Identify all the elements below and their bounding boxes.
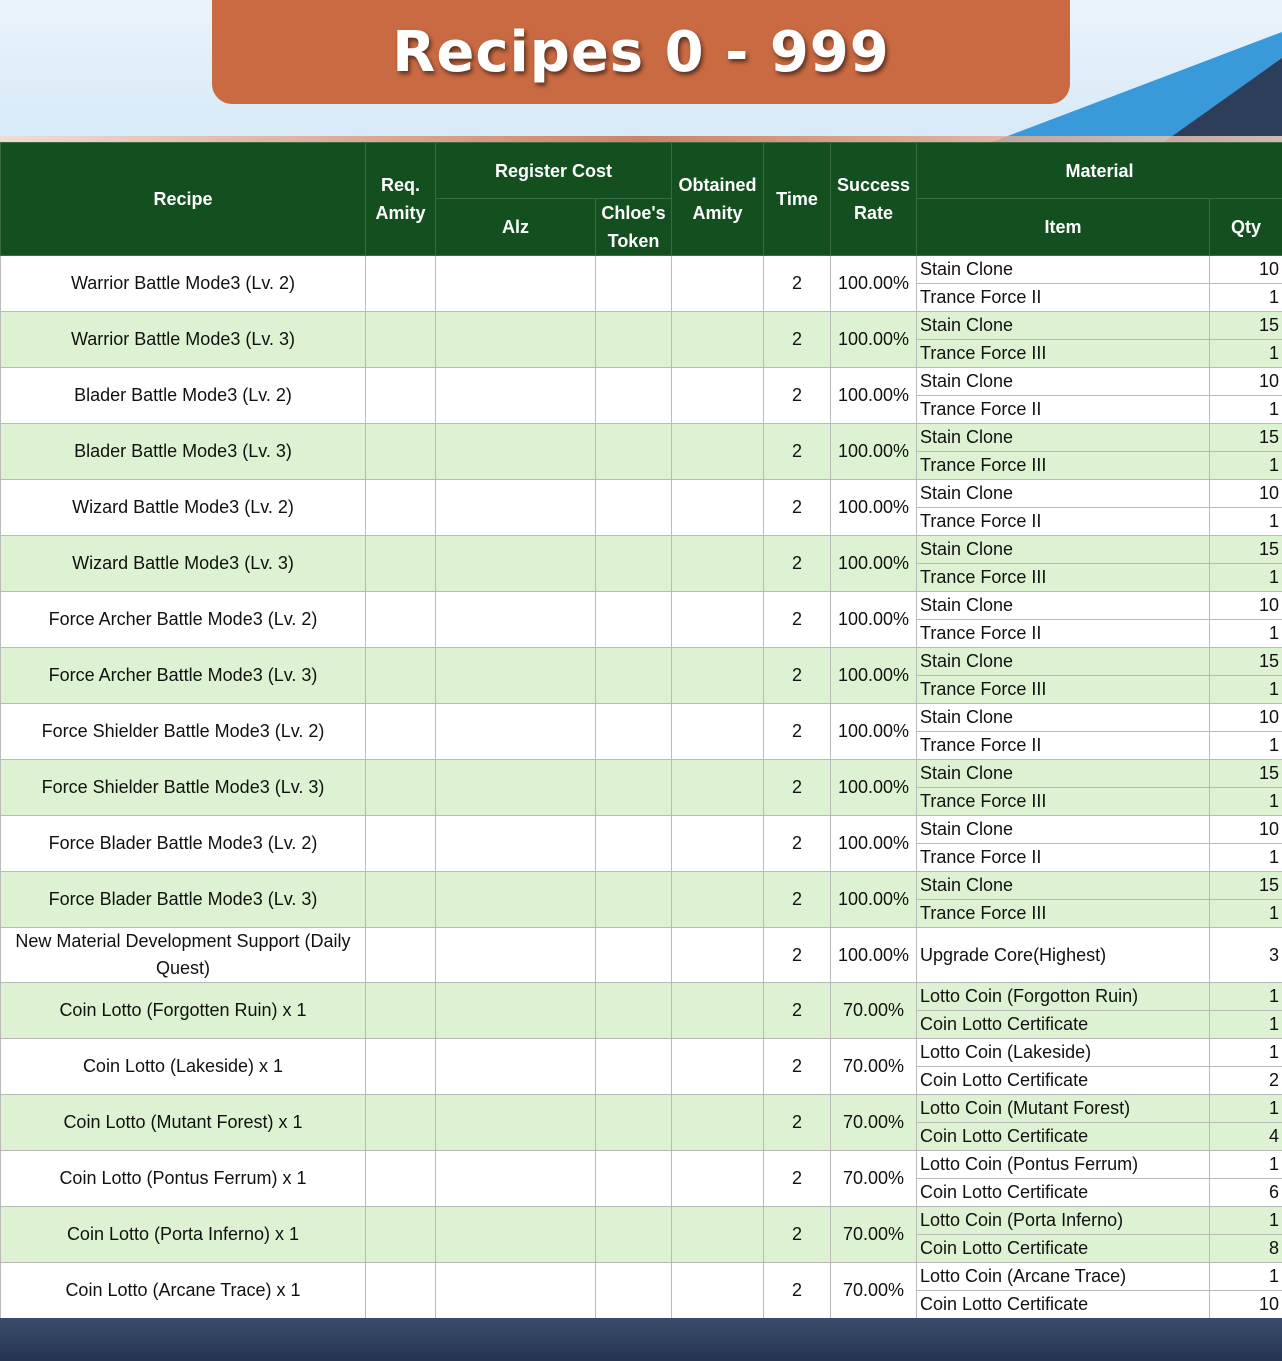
material-qty-cell: 15 <box>1210 312 1282 340</box>
alz-cell <box>436 928 596 983</box>
obtained-amity-cell <box>672 1207 764 1263</box>
page-header-banner <box>0 0 1282 142</box>
material-item-cell: Stain Clone <box>917 592 1210 620</box>
material-qty-cell: 1 <box>1210 1207 1282 1235</box>
material-qty-cell: 1 <box>1210 844 1282 872</box>
material-qty-cell: 10 <box>1210 256 1282 284</box>
time-cell: 2 <box>764 368 831 424</box>
material-item-cell: Stain Clone <box>917 872 1210 900</box>
time-cell: 2 <box>764 1207 831 1263</box>
header-recipe: Recipe <box>1 143 366 256</box>
table-row <box>1 760 1282 788</box>
time-cell: 2 <box>764 648 831 704</box>
alz-cell <box>436 760 596 816</box>
material-qty-cell: 10 <box>1210 704 1282 732</box>
material-item-cell: Stain Clone <box>917 368 1210 396</box>
recipes-table <box>0 142 1282 1319</box>
material-qty-cell: 1 <box>1210 1095 1282 1123</box>
obtained-amity-cell <box>672 872 764 928</box>
chloes-token-cell <box>596 536 672 592</box>
success-rate-cell: 70.00% <box>831 983 917 1039</box>
table-row <box>1 368 1282 396</box>
material-qty-cell: 15 <box>1210 760 1282 788</box>
time-cell: 2 <box>764 928 831 983</box>
material-qty-cell: 1 <box>1210 1011 1282 1039</box>
material-item-cell: Trance Force III <box>917 452 1210 480</box>
obtained-amity-cell <box>672 760 764 816</box>
alz-cell <box>436 480 596 536</box>
success-rate-cell: 100.00% <box>831 256 917 312</box>
recipe-name-cell: Force Shielder Battle Mode3 (Lv. 2) <box>1 704 366 760</box>
time-cell: 2 <box>764 1039 831 1095</box>
material-item-cell: Trance Force II <box>917 284 1210 312</box>
material-item-cell: Coin Lotto Certificate <box>917 1235 1210 1263</box>
material-qty-cell: 2 <box>1210 1067 1282 1095</box>
table-row <box>1 1095 1282 1123</box>
alz-cell <box>436 648 596 704</box>
req-amity-cell <box>366 1095 436 1151</box>
recipe-name-cell: Blader Battle Mode3 (Lv. 2) <box>1 368 366 424</box>
material-qty-cell: 1 <box>1210 983 1282 1011</box>
material-qty-cell: 15 <box>1210 536 1282 564</box>
obtained-amity-cell <box>672 1095 764 1151</box>
chloes-token-cell <box>596 704 672 760</box>
material-qty-cell: 10 <box>1210 480 1282 508</box>
header-material: Material <box>917 143 1282 199</box>
material-item-cell: Stain Clone <box>917 256 1210 284</box>
success-rate-cell: 70.00% <box>831 1263 917 1319</box>
table-row <box>1 1151 1282 1179</box>
time-cell: 2 <box>764 872 831 928</box>
material-item-cell: Trance Force II <box>917 844 1210 872</box>
material-qty-cell: 1 <box>1210 284 1282 312</box>
material-qty-cell: 10 <box>1210 368 1282 396</box>
material-item-cell: Upgrade Core(Highest) <box>917 928 1210 983</box>
header-chloes-token: Chloe's Token <box>596 199 672 256</box>
obtained-amity-cell <box>672 424 764 480</box>
material-qty-cell: 6 <box>1210 1179 1282 1207</box>
material-item-cell: Stain Clone <box>917 312 1210 340</box>
material-item-cell: Lotto Coin (Arcane Trace) <box>917 1263 1210 1291</box>
recipe-name-cell: Coin Lotto (Porta Inferno) x 1 <box>1 1207 366 1263</box>
table-row <box>1 1263 1282 1291</box>
success-rate-cell: 70.00% <box>831 1095 917 1151</box>
req-amity-cell <box>366 480 436 536</box>
alz-cell <box>436 1039 596 1095</box>
recipe-name-cell: Warrior Battle Mode3 (Lv. 2) <box>1 256 366 312</box>
recipe-name-cell: Force Archer Battle Mode3 (Lv. 2) <box>1 592 366 648</box>
success-rate-cell: 100.00% <box>831 704 917 760</box>
alz-cell <box>436 983 596 1039</box>
alz-cell <box>436 704 596 760</box>
material-item-cell: Lotto Coin (Pontus Ferrum) <box>917 1151 1210 1179</box>
req-amity-cell <box>366 592 436 648</box>
recipe-name-cell: Force Blader Battle Mode3 (Lv. 3) <box>1 872 366 928</box>
recipe-name-cell: Wizard Battle Mode3 (Lv. 2) <box>1 480 366 536</box>
chloes-token-cell <box>596 424 672 480</box>
material-qty-cell: 10 <box>1210 816 1282 844</box>
material-item-cell: Stain Clone <box>917 536 1210 564</box>
recipe-name-cell: Coin Lotto (Forgotten Ruin) x 1 <box>1 983 366 1039</box>
material-item-cell: Trance Force II <box>917 396 1210 424</box>
material-qty-cell: 15 <box>1210 424 1282 452</box>
material-qty-cell: 1 <box>1210 620 1282 648</box>
material-qty-cell: 1 <box>1210 788 1282 816</box>
material-item-cell: Trance Force III <box>917 564 1210 592</box>
obtained-amity-cell <box>672 816 764 872</box>
chloes-token-cell <box>596 312 672 368</box>
material-qty-cell: 1 <box>1210 340 1282 368</box>
obtained-amity-cell <box>672 368 764 424</box>
time-cell: 2 <box>764 256 831 312</box>
material-qty-cell: 1 <box>1210 508 1282 536</box>
material-item-cell: Lotto Coin (Lakeside) <box>917 1039 1210 1067</box>
recipe-name-cell: Force Shielder Battle Mode3 (Lv. 3) <box>1 760 366 816</box>
recipe-name-cell: Warrior Battle Mode3 (Lv. 3) <box>1 312 366 368</box>
material-item-cell: Trance Force III <box>917 900 1210 928</box>
material-item-cell: Stain Clone <box>917 816 1210 844</box>
time-cell: 2 <box>764 480 831 536</box>
chloes-token-cell <box>596 760 672 816</box>
chloes-token-cell <box>596 592 672 648</box>
time-cell: 2 <box>764 536 831 592</box>
material-qty-cell: 1 <box>1210 1039 1282 1067</box>
material-qty-cell: 10 <box>1210 1291 1282 1319</box>
obtained-amity-cell <box>672 312 764 368</box>
req-amity-cell <box>366 312 436 368</box>
material-item-cell: Stain Clone <box>917 424 1210 452</box>
req-amity-cell <box>366 983 436 1039</box>
header-req-amity: Req. Amity <box>366 143 436 256</box>
material-qty-cell: 15 <box>1210 648 1282 676</box>
req-amity-cell <box>366 1151 436 1207</box>
success-rate-cell: 100.00% <box>831 872 917 928</box>
time-cell: 2 <box>764 704 831 760</box>
chloes-token-cell <box>596 256 672 312</box>
material-qty-cell: 1 <box>1210 732 1282 760</box>
time-cell: 2 <box>764 760 831 816</box>
time-cell: 2 <box>764 592 831 648</box>
req-amity-cell <box>366 704 436 760</box>
material-qty-cell: 4 <box>1210 1123 1282 1151</box>
recipes-table-body <box>1 256 1282 1319</box>
header-obtained-amity: Obtained Amity <box>672 143 764 256</box>
material-item-cell: Coin Lotto Certificate <box>917 1179 1210 1207</box>
obtained-amity-cell <box>672 983 764 1039</box>
chloes-token-cell <box>596 1207 672 1263</box>
recipe-name-cell: Coin Lotto (Lakeside) x 1 <box>1 1039 366 1095</box>
header-qty: Qty <box>1210 199 1282 256</box>
req-amity-cell <box>366 1039 436 1095</box>
chloes-token-cell <box>596 872 672 928</box>
chloes-token-cell <box>596 816 672 872</box>
req-amity-cell <box>366 1207 436 1263</box>
chloes-token-cell <box>596 1039 672 1095</box>
header-register-cost: Register Cost <box>436 143 672 199</box>
chloes-token-cell <box>596 480 672 536</box>
alz-cell <box>436 368 596 424</box>
chloes-token-cell <box>596 1151 672 1207</box>
navy-decor-triangle <box>1164 58 1282 142</box>
header-alz: Alz <box>436 199 596 256</box>
alz-cell <box>436 1151 596 1207</box>
success-rate-cell: 100.00% <box>831 480 917 536</box>
recipe-name-cell: Wizard Battle Mode3 (Lv. 3) <box>1 536 366 592</box>
header-item: Item <box>917 199 1210 256</box>
material-item-cell: Lotto Coin (Porta Inferno) <box>917 1207 1210 1235</box>
page-title: Recipes 0 - 999 <box>392 19 890 85</box>
material-item-cell: Coin Lotto Certificate <box>917 1067 1210 1095</box>
table-row <box>1 816 1282 844</box>
time-cell: 2 <box>764 1151 831 1207</box>
table-row <box>1 872 1282 900</box>
material-item-cell: Lotto Coin (Forgotton Ruin) <box>917 983 1210 1011</box>
obtained-amity-cell <box>672 536 764 592</box>
material-item-cell: Trance Force III <box>917 340 1210 368</box>
material-item-cell: Trance Force II <box>917 508 1210 536</box>
success-rate-cell: 100.00% <box>831 592 917 648</box>
chloes-token-cell <box>596 928 672 983</box>
req-amity-cell <box>366 872 436 928</box>
chloes-token-cell <box>596 648 672 704</box>
material-item-cell: Lotto Coin (Mutant Forest) <box>917 1095 1210 1123</box>
success-rate-cell: 70.00% <box>831 1207 917 1263</box>
obtained-amity-cell <box>672 592 764 648</box>
obtained-amity-cell <box>672 648 764 704</box>
material-item-cell: Coin Lotto Certificate <box>917 1123 1210 1151</box>
title-banner <box>212 0 1070 104</box>
recipe-name-cell: New Material Development Support (Daily Quest) <box>1 928 366 983</box>
material-item-cell: Trance Force III <box>917 676 1210 704</box>
chloes-token-cell <box>596 1263 672 1319</box>
time-cell: 2 <box>764 1263 831 1319</box>
alz-cell <box>436 1207 596 1263</box>
success-rate-cell: 100.00% <box>831 928 917 983</box>
material-qty-cell: 1 <box>1210 1151 1282 1179</box>
material-qty-cell: 1 <box>1210 676 1282 704</box>
material-item-cell: Stain Clone <box>917 760 1210 788</box>
alz-cell <box>436 592 596 648</box>
table-row <box>1 592 1282 620</box>
alz-cell <box>436 312 596 368</box>
material-item-cell: Coin Lotto Certificate <box>917 1291 1210 1319</box>
success-rate-cell: 100.00% <box>831 424 917 480</box>
material-item-cell: Stain Clone <box>917 480 1210 508</box>
material-item-cell: Stain Clone <box>917 648 1210 676</box>
obtained-amity-cell <box>672 480 764 536</box>
recipe-name-cell: Coin Lotto (Pontus Ferrum) x 1 <box>1 1151 366 1207</box>
time-cell: 2 <box>764 816 831 872</box>
obtained-amity-cell <box>672 1039 764 1095</box>
time-cell: 2 <box>764 983 831 1039</box>
recipe-name-cell: Blader Battle Mode3 (Lv. 3) <box>1 424 366 480</box>
table-row <box>1 480 1282 508</box>
req-amity-cell <box>366 648 436 704</box>
chloes-token-cell <box>596 1095 672 1151</box>
req-amity-cell <box>366 760 436 816</box>
req-amity-cell <box>366 928 436 983</box>
req-amity-cell <box>366 1263 436 1319</box>
req-amity-cell <box>366 368 436 424</box>
time-cell: 2 <box>764 1095 831 1151</box>
header-success-rate: Success Rate <box>831 143 917 256</box>
table-row <box>1 256 1282 284</box>
success-rate-cell: 70.00% <box>831 1039 917 1095</box>
obtained-amity-cell <box>672 704 764 760</box>
chloes-token-cell <box>596 368 672 424</box>
obtained-amity-cell <box>672 1151 764 1207</box>
material-qty-cell: 1 <box>1210 1263 1282 1291</box>
table-row <box>1 1039 1282 1067</box>
material-qty-cell: 15 <box>1210 872 1282 900</box>
success-rate-cell: 100.00% <box>831 648 917 704</box>
recipe-name-cell: Force Archer Battle Mode3 (Lv. 3) <box>1 648 366 704</box>
material-qty-cell: 1 <box>1210 396 1282 424</box>
obtained-amity-cell <box>672 256 764 312</box>
table-row <box>1 983 1282 1011</box>
material-item-cell: Stain Clone <box>917 704 1210 732</box>
table-row <box>1 536 1282 564</box>
req-amity-cell <box>366 256 436 312</box>
time-cell: 2 <box>764 312 831 368</box>
recipe-name-cell: Coin Lotto (Arcane Trace) x 1 <box>1 1263 366 1319</box>
material-item-cell: Trance Force II <box>917 732 1210 760</box>
alz-cell <box>436 1263 596 1319</box>
material-item-cell: Coin Lotto Certificate <box>917 1011 1210 1039</box>
time-cell: 2 <box>764 424 831 480</box>
material-qty-cell: 1 <box>1210 900 1282 928</box>
alz-cell <box>436 256 596 312</box>
table-row <box>1 1207 1282 1235</box>
alz-cell <box>436 1095 596 1151</box>
alz-cell <box>436 816 596 872</box>
material-qty-cell: 8 <box>1210 1235 1282 1263</box>
page-footer <box>0 1318 1282 1361</box>
success-rate-cell: 100.00% <box>831 536 917 592</box>
material-qty-cell: 10 <box>1210 592 1282 620</box>
success-rate-cell: 100.00% <box>831 312 917 368</box>
obtained-amity-cell <box>672 928 764 983</box>
material-item-cell: Trance Force III <box>917 788 1210 816</box>
obtained-amity-cell <box>672 1263 764 1319</box>
alz-cell <box>436 536 596 592</box>
table-row <box>1 424 1282 452</box>
recipe-name-cell: Force Blader Battle Mode3 (Lv. 2) <box>1 816 366 872</box>
recipe-name-cell: Coin Lotto (Mutant Forest) x 1 <box>1 1095 366 1151</box>
material-qty-cell: 3 <box>1210 928 1282 983</box>
alz-cell <box>436 872 596 928</box>
table-row <box>1 312 1282 340</box>
req-amity-cell <box>366 424 436 480</box>
table-row <box>1 648 1282 676</box>
success-rate-cell: 100.00% <box>831 816 917 872</box>
chloes-token-cell <box>596 983 672 1039</box>
req-amity-cell <box>366 536 436 592</box>
material-qty-cell: 1 <box>1210 452 1282 480</box>
req-amity-cell <box>366 816 436 872</box>
success-rate-cell: 70.00% <box>831 1151 917 1207</box>
header-time: Time <box>764 143 831 256</box>
material-qty-cell: 1 <box>1210 564 1282 592</box>
success-rate-cell: 100.00% <box>831 760 917 816</box>
material-item-cell: Trance Force II <box>917 620 1210 648</box>
success-rate-cell: 100.00% <box>831 368 917 424</box>
table-row <box>1 704 1282 732</box>
alz-cell <box>436 424 596 480</box>
